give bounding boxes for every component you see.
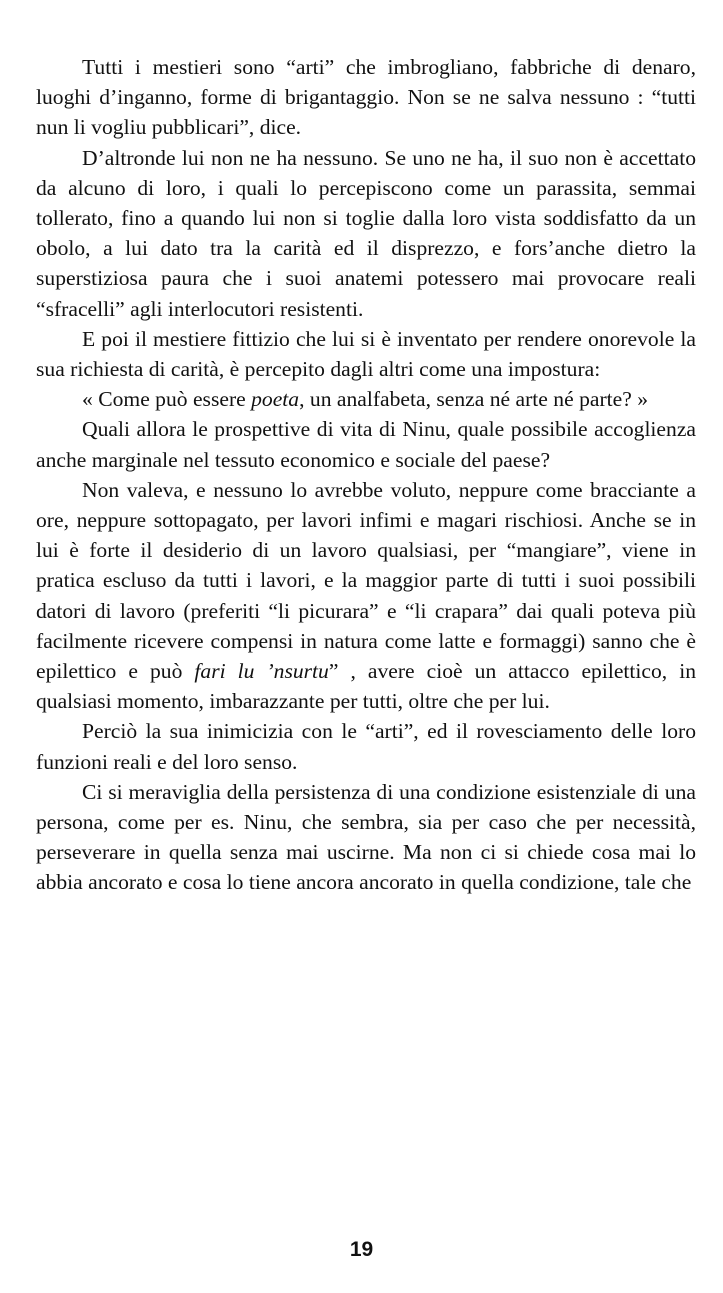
paragraph [36,414,696,474]
paragraph [36,384,696,414]
italic-text: fari lu ’nsurtu [194,659,329,684]
text-run: E poi il mestiere fittizio che lui si è inventato per rendere onorevole la sua richiesta di carità, è percepito dagli altri come una impostura: [36,326,696,382]
text-run: , un analfabeta, senza né arte né parte? » [299,387,649,412]
paragraph [36,324,696,384]
text-run: Ci si meraviglia della persistenza di una condizione esistenziale di una persona, come per es. Ninu, che sembra, sia per caso che per necessità, perseverare in quella senza mai uscirne. Ma non ci si chiede cosa mai lo abbia ancorato e cosa lo tiene ancora ancorato in quella condizione, tale che [36,779,696,895]
text-run: Perciò la sua inimicizia con le “arti”, ed il rovesciamento delle loro funzioni reali e del loro senso. [36,719,696,774]
text-run: Quali allora le prospettive di vita di Ninu, quale possibile accoglienza anche marginale nel tessuto economico e sociale del paese? [36,417,696,472]
page-number: 19 [349,1238,374,1261]
paragraph [36,475,696,717]
text-run: « Come può essere [82,387,252,412]
paragraph [36,143,696,324]
text-run: D’altronde lui non ne ha nessuno. Se uno ne ha, il suo non è accettato da alcuno di loro, i quali lo percepiscono come un parassita, semmai tollerato, fino a quando lui non si toglie dalla loro vista soddisfatto da un obolo, a lui dato tra la carità ed il disprezzo, e fors’anche dietro la superstiziosa paura che i suoi anatemi potessero mai provocare reali “sfracelli” agli interlocutori resistenti. [36,145,696,321]
text-run: Non valeva, e nessuno lo avrebbe voluto, neppure come bracciante a ore, neppure sottopagato, per lavori infimi e magari rischiosi. Anche se in lui è forte il desiderio di un lavoro qualsiasi, per “mangiare”, viene in pratica escluso da tutti i lavori, e la maggior parte di tutti i suoi possibili datori di lavoro (preferiti “li picurara” e “li crapara” dai quali poteva più facilmente ricevere compensi in natura come latte e formaggi) sanno che è epilettico e può [36,477,696,684]
text-run: ” , avere cioè un attacco epilettico, in qualsiasi momento, imbarazzante per tutti, oltre che per lui. [36,659,697,714]
italic-text: poeta [251,387,300,412]
paragraph [36,777,696,898]
text-run: Tutti i mestieri sono “arti” che imbrogliano, fabbriche di denaro, luoghi d’inganno, forme di brigantaggio. Non se ne salva nessuno : “tutti nun li vogliu pubblicari”, dice. [36,55,696,140]
paragraph [36,716,696,776]
paragraph [36,52,696,143]
page-text [36,52,696,898]
